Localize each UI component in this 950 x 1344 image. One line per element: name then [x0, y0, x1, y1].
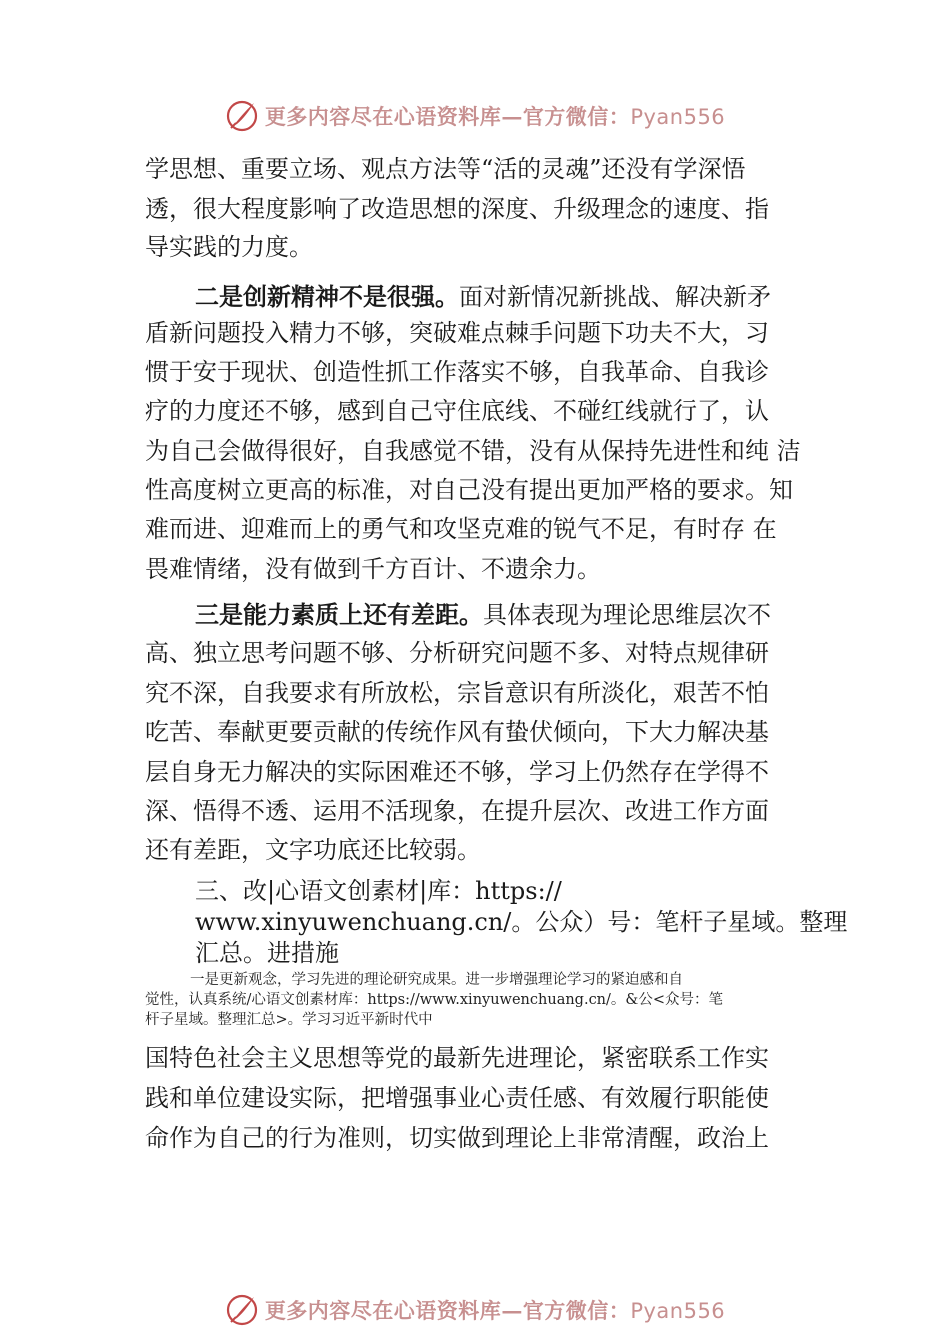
text-line: 还有差距，文字功底还比较弱。	[145, 836, 481, 864]
text-line: 高、独立思考问题不够、分析研究问题不多、对特点规律研	[145, 639, 769, 667]
text-line: 难而进、迎难而上的勇气和攻坚克难的锐气不足，有时存 在	[145, 515, 777, 543]
paragraph-first-line: 三是能力素质上还有差距。具体表现为理论思维层次不	[195, 601, 771, 629]
text-line: 透，很大程度影响了改造思想的深度、升级理念的速度、指	[145, 195, 769, 223]
text-line: 国特色社会主义思想等党的最新先进理论，紧密联系工作实	[145, 1044, 769, 1072]
small-note-line: 一是更新观念，学习先进的理论研究成果。进一步增强理论学习的紧迫感和自	[190, 972, 683, 988]
text-line: 惯于安于现状、创造性抓工作落实不够，自我革命、自我诊	[145, 358, 769, 386]
text-line: 究不深，自我要求有所放松，宗旨意识有所淡化，艰苦不怕	[145, 679, 769, 707]
watermark-header	[0, 94, 950, 138]
watermark-text: 更多内容尽在心语资料库—官方微信：Pyan556	[264, 1298, 726, 1323]
watermark-id: Pyan556	[630, 1299, 726, 1323]
text-line: 疗的力度还不够，感到自己守住底线、不碰红线就行了，认	[145, 397, 769, 425]
watermark-text: 更多内容尽在心语资料库—官方微信：Pyan556	[264, 104, 726, 129]
small-note-line: 觉性，认真系统/心语文创素材库：https://www.xinyuwenchuang.cn/。&公<众号：笔	[145, 992, 723, 1008]
quill-logo-icon	[225, 1293, 259, 1327]
watermark-id: Pyan556	[630, 105, 726, 129]
text-line: 导实践的力度。	[145, 233, 313, 261]
text-line: 畏难情绪，没有做到千方百计、不遗余力。	[145, 555, 601, 583]
text-line: 深、悟得不透、运用不活现象，在提升层次、改进工作方面	[145, 797, 769, 825]
paragraph-heading: 三是能力素质上还有差距。	[195, 601, 483, 629]
section-heading-line: www.xinyuwenchuang.cn/。公众）号：笔杆子星域。整理	[195, 908, 848, 936]
quill-logo-icon	[225, 99, 259, 133]
text-line: 性高度树立更高的标准，对自己没有提出更加严格的要求。知	[145, 476, 793, 504]
text-line: 盾新问题投入精力不够，突破难点棘手问题下功夫不大，习	[145, 319, 769, 347]
section-heading-line: 三、改|心语文创素材|库：https://	[195, 877, 562, 905]
text-line: 学思想、重要立场、观点方法等“活的灵魂”还没有学深悟	[145, 155, 746, 183]
paragraph-heading: 二是创新精神不是很强。	[195, 283, 459, 311]
text-line: 吃苦、奉献更要贡献的传统作风有蛰伏倾向，下大力解决基	[145, 718, 769, 746]
paragraph-first-line: 二是创新精神不是很强。面对新情况新挑战、解决新矛	[195, 283, 771, 311]
text-line: 践和单位建设实际，把增强事业心责任感、有效履行职能使	[145, 1084, 769, 1112]
small-note-line: 杆子星域。整理汇总>。学习习近平新时代中	[145, 1012, 433, 1028]
text-line: 命作为自己的行为准则，切实做到理论上非常清醒，政治上	[145, 1124, 769, 1152]
section-heading-line: 汇总。进措施	[195, 939, 339, 967]
text-line: 为自己会做得很好，自我感觉不错，没有从保持先进性和纯 洁	[145, 437, 801, 465]
watermark-footer	[0, 1288, 950, 1332]
text-line: 层自身无力解决的实际困难还不够，学习上仍然存在学得不	[145, 758, 769, 786]
